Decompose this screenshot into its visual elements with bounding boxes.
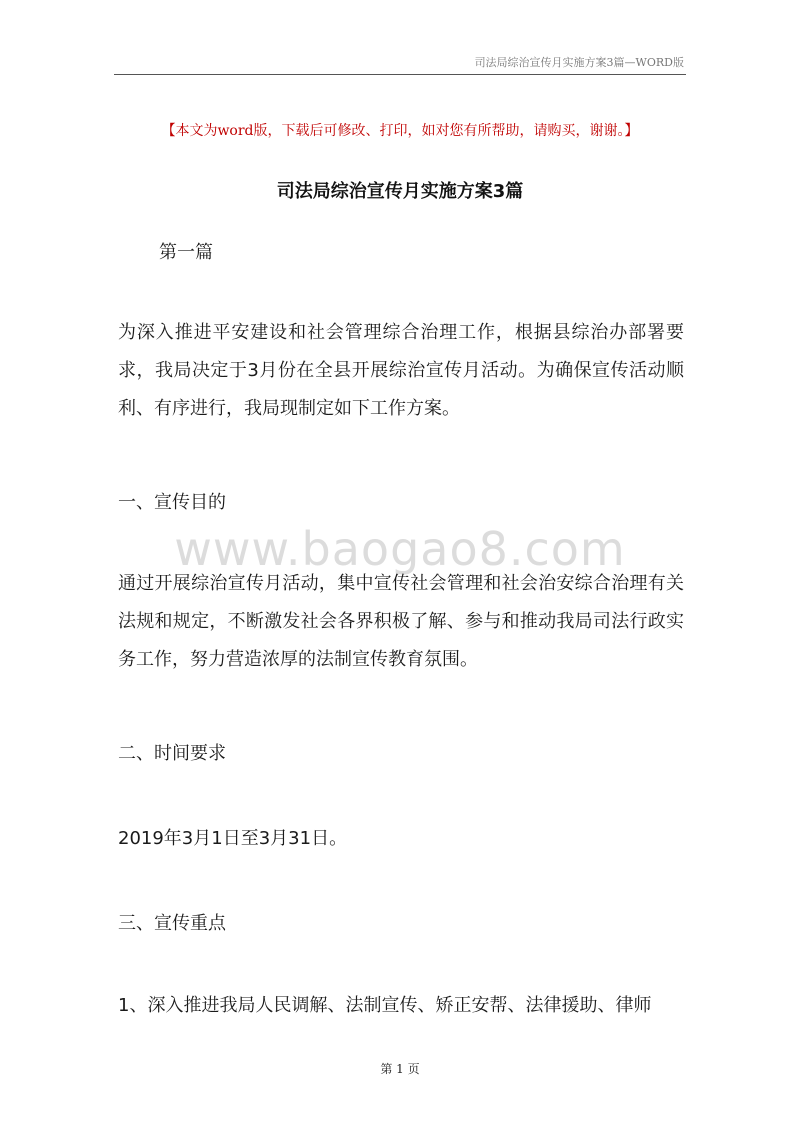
section-paragraph-purpose: 通过开展综治宣传月活动，集中宣传社会管理和社会治安综合治理有关法规和规定，不断激发社会各界积极了解、参与和推动我局司法行政实务工作，努力营造浓厚的法制宣传教育氛围。 xyxy=(118,573,684,670)
watermark: www.baogao8.com xyxy=(174,522,626,576)
document-title: 司法局综治宣传月实施方案3篇 xyxy=(276,181,524,202)
page-number: 第 1 页 xyxy=(380,1062,420,1076)
section-paragraph-time: 2019年3月1日至3月31日。 xyxy=(118,828,348,849)
part-label: 第一篇 xyxy=(159,242,213,263)
running-header: 司法局综治宣传月实施方案3篇—WORD版 xyxy=(474,56,684,69)
section-heading-purpose: 一、宣传目的 xyxy=(118,492,226,513)
section-heading-focus: 三、宣传重点 xyxy=(118,913,226,934)
header-divider xyxy=(114,74,686,75)
section-heading-time: 二、时间要求 xyxy=(118,743,226,764)
intro-paragraph: 为深入推进平安建设和社会管理综合治理工作，根据县综治办部署要求，我局决定于3月份在全县开展综治宣传月活动。为确保宣传活动顺利、有序进行，我局现制定如下工作方案。 xyxy=(118,322,684,419)
purchase-notice: 【本文为word版，下载后可修改、打印，如对您有所帮助，请购买，谢谢。】 xyxy=(161,123,639,139)
list-item: 1、深入推进我局人民调解、法制宣传、矫正安帮、法律援助、律师 xyxy=(118,995,652,1016)
